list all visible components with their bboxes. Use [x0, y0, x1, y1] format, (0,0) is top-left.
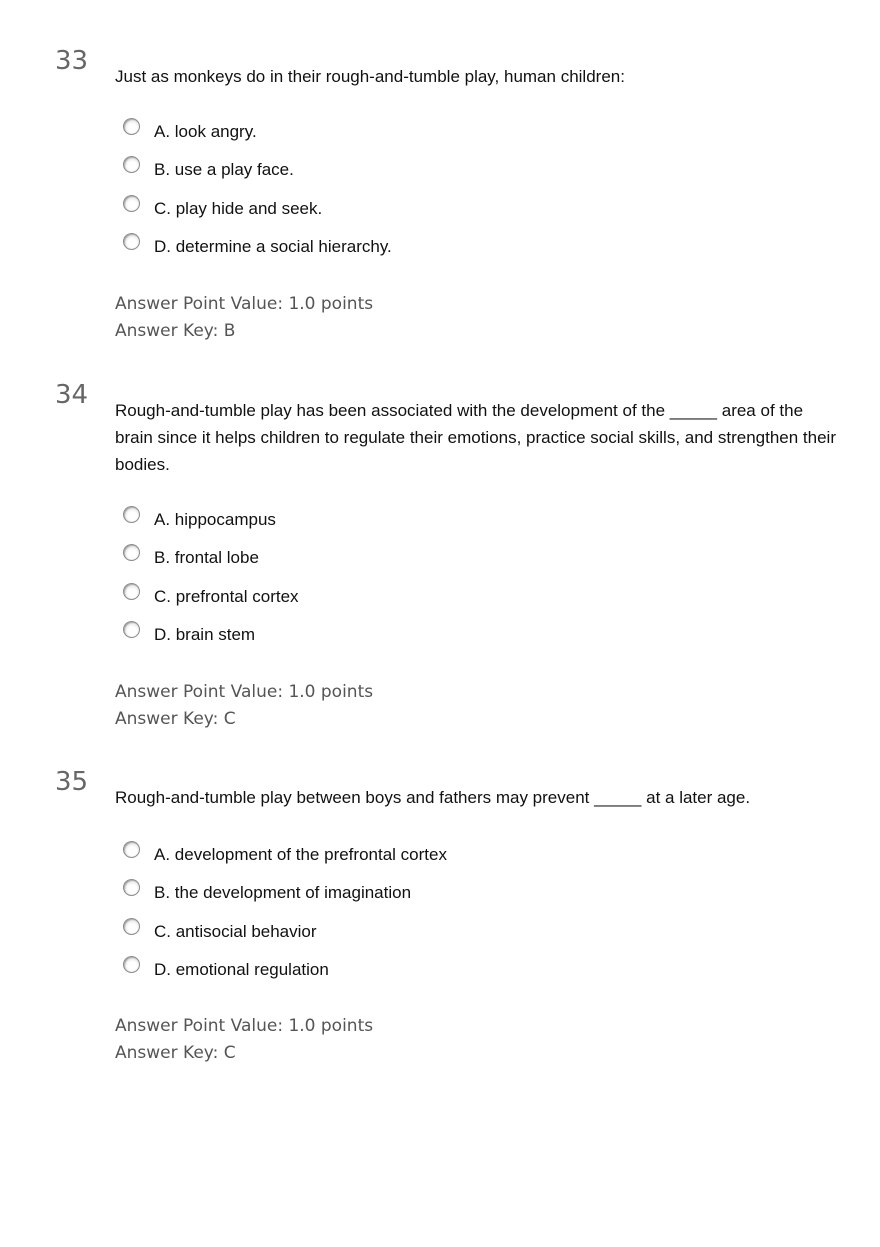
- option-label: B. frontal lobe: [154, 548, 259, 567]
- option-label: A. hippocampus: [154, 510, 276, 529]
- option-label: A. look angry.: [154, 122, 257, 141]
- radio-button[interactable]: [123, 195, 140, 212]
- option-label: C. antisocial behavior: [154, 922, 317, 941]
- radio-button[interactable]: [123, 583, 140, 600]
- option-a[interactable]: [123, 122, 257, 146]
- radio-button[interactable]: [123, 544, 140, 561]
- option-c[interactable]: [123, 587, 299, 611]
- answer-key: Answer Key: C: [115, 1043, 236, 1063]
- radio-button[interactable]: [123, 506, 140, 523]
- question-text: Rough-and-tumble play has been associated with the development of the _____ area of the brain since it helps children to regulate their emotions, practice social skills, and strengthen their bodies.: [115, 401, 836, 474]
- answer-key: Answer Key: B: [115, 321, 236, 341]
- option-b[interactable]: [123, 883, 411, 907]
- option-d[interactable]: [123, 237, 392, 261]
- option-d[interactable]: [123, 625, 255, 649]
- radio-button[interactable]: [123, 118, 140, 135]
- option-a[interactable]: [123, 845, 447, 869]
- option-label: D. emotional regulation: [154, 960, 329, 979]
- option-c[interactable]: [123, 199, 322, 223]
- question-text: Just as monkeys do in their rough-and-tumble play, human children:: [115, 67, 625, 86]
- option-label: B. the development of imagination: [154, 883, 412, 902]
- answer-key: Answer Key: C: [115, 709, 236, 729]
- option-a[interactable]: [123, 510, 276, 534]
- option-c[interactable]: [123, 922, 317, 946]
- option-label: B. use a play face.: [154, 160, 294, 179]
- radio-button[interactable]: [123, 956, 140, 973]
- radio-button[interactable]: [123, 918, 140, 935]
- question-number: 35: [55, 767, 89, 797]
- radio-button[interactable]: [123, 156, 140, 173]
- option-label: D. brain stem: [154, 625, 256, 644]
- question-number: 33: [55, 46, 89, 76]
- option-label: C. play hide and seek.: [154, 199, 323, 218]
- option-d[interactable]: [123, 960, 329, 984]
- question-text: Rough-and-tumble play between boys and fathers may prevent _____ at a later age.: [115, 788, 751, 807]
- answer-point-value: Answer Point Value: 1.0 points: [115, 682, 374, 702]
- option-b[interactable]: [123, 548, 259, 572]
- radio-button[interactable]: [123, 879, 140, 896]
- answer-point-value: Answer Point Value: 1.0 points: [115, 1016, 374, 1036]
- option-label: A. development of the prefrontal cortex: [154, 845, 447, 864]
- option-label: D. determine a social hierarchy.: [154, 237, 392, 256]
- option-label: C. prefrontal cortex: [154, 587, 299, 606]
- answer-point-value: Answer Point Value: 1.0 points: [115, 294, 374, 314]
- radio-button[interactable]: [123, 233, 140, 250]
- question-number: 34: [55, 380, 89, 410]
- radio-button[interactable]: [123, 621, 140, 638]
- option-b[interactable]: [123, 160, 294, 184]
- radio-button[interactable]: [123, 841, 140, 858]
